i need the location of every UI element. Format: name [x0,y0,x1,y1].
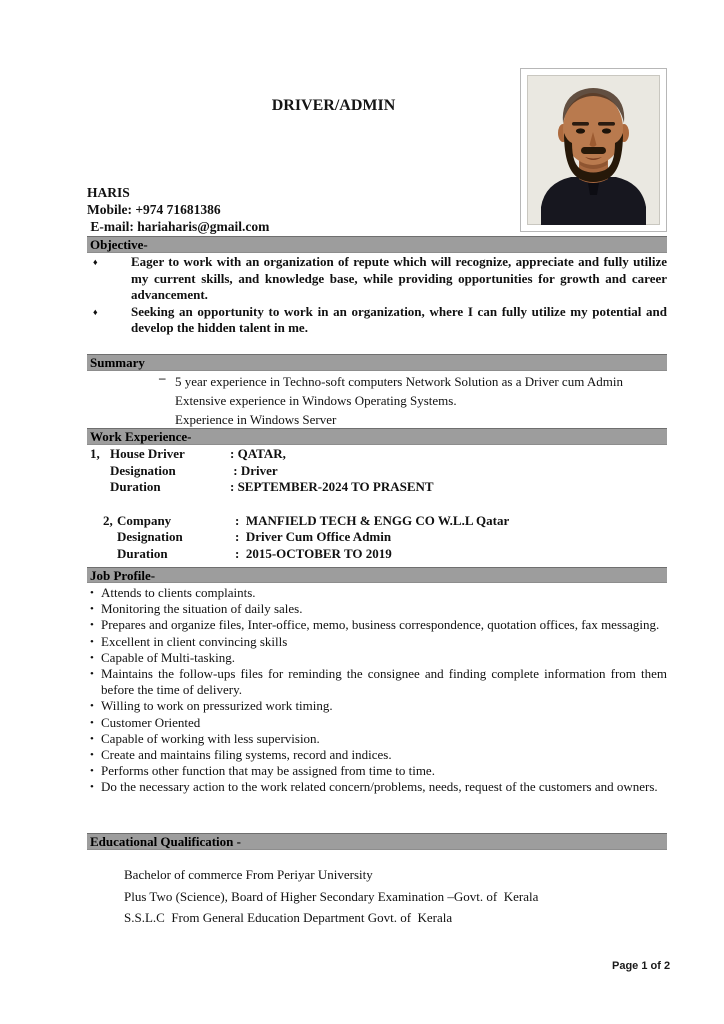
job-profile-item [87,617,667,633]
dot-bullet-icon: • [90,587,94,599]
summary-item [87,410,667,429]
education-item: Bachelor of commerce From Periyar University [124,867,373,882]
objective-list [87,254,667,337]
job-profile-item [87,666,667,698]
summary-item-text: 5 year experience in Techno-soft computers Network Solution as a Driver cum Admin [175,374,623,389]
work-row-number [87,529,110,546]
work-row-label: Duration [110,479,161,494]
objective-item [87,254,667,304]
contact-name: HARIS [87,185,130,200]
dot-bullet-icon: • [90,651,94,664]
contact-block [87,184,269,235]
work-entry-row [87,479,667,496]
education-item: Plus Two (Science), Board of Higher Secondary Examination –Govt. of Kerala [124,888,539,904]
work-row-number: 1, [90,446,100,461]
work-row-number [87,479,110,496]
contact-mobile: Mobile: +974 71681386 [87,202,221,217]
dot-bullet-icon: • [90,635,94,648]
dot-bullet-icon: • [90,668,94,681]
section-education [87,833,667,929]
section-summary [87,354,667,429]
job-profile-item [87,601,667,617]
diamond-bullet-icon: ♦ [93,257,98,267]
job-profile-item [87,731,667,747]
work-entry-row [87,513,667,530]
person-portrait-icon [527,75,660,225]
dot-bullet-icon: • [90,716,94,729]
summary-heading: Summary [87,354,667,371]
dot-bullet-icon: • [90,781,94,794]
work-row-label: Designation [117,529,183,544]
applicant-photo [520,68,667,232]
job-profile-item-text: Excellent in client convincing skills [101,633,288,649]
dot-bullet-icon: • [90,765,94,778]
objective-item-text: Seeking an opportunity to work in an organization, where I can fully utilize my potential and develop the hidden talent in me. [131,303,667,335]
work-row-label: Company [117,512,172,528]
job-profile-item-text: Capable of Multi-tasking. [101,649,235,665]
job-profile-item [87,698,667,714]
work-row-label: House Driver [110,446,185,461]
dot-bullet-icon: • [90,603,94,616]
education-list [87,864,667,929]
work-row-label: Designation [110,462,176,478]
job-profile-item [87,763,667,779]
work-row-number [87,546,110,563]
job-profile-item-text: Monitoring the situation of daily sales. [101,601,303,617]
education-item: S.S.L.C From General Education Department Govt. of Kerala [124,910,453,925]
work-entry-row [87,463,667,480]
job-profile-item-text: Willing to work on pressurized work timing. [101,698,333,714]
work-entry-row [87,546,667,563]
work-row-value: : QATAR, [230,446,286,461]
work-entry-2 [87,513,667,563]
section-job-profile [87,567,667,796]
objective-item [87,304,667,337]
dash-bullet-icon [87,387,175,406]
job-profile-item-text: Create and maintains filing systems, record and indices. [101,747,392,763]
job-profile-item-text: Maintains the follow-ups files for reminding the consignee and finding complete information from them before the time of delivery. [101,666,667,698]
work-row-value: : Driver [230,462,278,478]
objective-item-text: Eager to work with an organization of repute which will recognize, appreciate and fully utilize my current skills, and knowledge base, while providing opportunities for growth and career advancement. [131,254,667,302]
job-profile-item [87,585,667,601]
job-profile-item [87,634,667,650]
job-profile-heading: Job Profile- [87,567,667,583]
dot-bullet-icon: • [90,749,94,762]
work-row-number: 2, [103,512,113,528]
work-experience-entries [87,446,667,562]
work-entry-1 [87,446,667,496]
page-title: DRIVER/ADMIN [271,97,396,114]
summary-item-text: Extensive experience in Windows Operating Systems. [175,393,457,408]
dot-bullet-icon: • [90,619,94,632]
section-work-experience [87,428,667,562]
work-row-value: : 2015-OCTOBER TO 2019 [235,545,392,561]
job-profile-item-text: Prepares and organize files, Inter-office, memo, business correspondence, quotation offices, fax messaging. [101,617,660,633]
job-profile-item-text: Attends to clients complaints. [101,585,256,600]
dot-bullet-icon: • [90,732,94,745]
work-entry-row [87,446,667,463]
job-profile-item-text: Customer Oriented [101,714,201,730]
summary-item-text: Experience in Windows Server [175,412,337,427]
dot-bullet-icon: • [90,700,94,713]
work-experience-heading: Work Experience- [87,428,667,445]
work-row-number [87,463,110,480]
contact-email: E-mail: hariaharis@gmail.com [87,219,270,234]
job-profile-item-text: Capable of working with less supervision. [101,730,320,746]
job-profile-list [87,585,667,796]
work-entry-row [87,529,667,546]
job-profile-item [87,779,667,795]
work-row-value: : Driver Cum Office Admin [235,529,392,544]
job-profile-item-text: Do the necessary action to the work related concern/problems, needs, request of the customers and owners. [101,779,658,795]
work-row-label: Duration [117,545,168,561]
page-footer: Page 1 of 2 [612,960,671,972]
dash-bullet-icon [87,406,175,425]
job-profile-item-text: Performs other function that may be assigned from time to time. [101,763,435,779]
objective-heading: Objective- [87,236,667,253]
section-objective [87,236,667,337]
dash-bullet-icon: – [159,370,166,385]
job-profile-item [87,747,667,763]
job-profile-item [87,650,667,666]
summary-list [87,372,667,429]
job-profile-item [87,715,667,731]
diamond-bullet-icon: ♦ [93,306,98,317]
work-row-value: : MANFIELD TECH & ENGG CO W.L.L Qatar [235,512,510,528]
work-row-value: : SEPTEMBER-2024 TO PRASENT [230,479,434,494]
education-heading: Educational Qualification - [87,833,667,850]
